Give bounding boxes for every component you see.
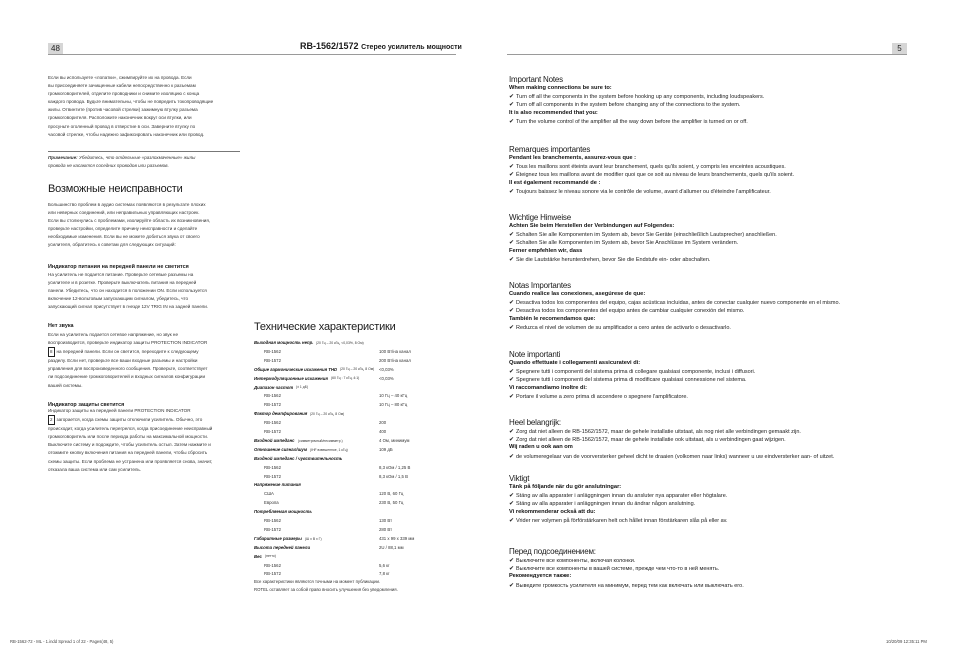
spec-note: (Ш х В х Г) <box>305 536 322 541</box>
checklist-text: Turn off all the components in the system before hooking up any components, including loudspeakers. <box>516 94 765 101</box>
power-line: запускающий сигнал присутствует в гнезде 12V TRIG IN на задней панели. <box>48 304 209 310</box>
no-sound-heading: Нет звука <box>48 323 74 329</box>
checklist-item <box>509 500 695 507</box>
spec-row <box>254 482 484 490</box>
spec-value: 5,6 кг <box>379 562 390 568</box>
section-heading: Перед подсоединением: <box>509 547 596 556</box>
spec-row <box>254 456 484 464</box>
intro-line: вы присоединяете зачищенные кабели непосредственно к разъемам <box>48 83 196 89</box>
section-lead: When making connections be sure to: <box>509 85 612 91</box>
checklist-text: Выведите громкость усилителя на минимум, перед тем как включать или выключать его. <box>516 582 744 589</box>
spec-row <box>254 563 484 571</box>
checklist-item <box>509 299 840 306</box>
checklist-text: Tous les maillons sont éteints avant leur branchement, quels qu'ils soient, y compris les enceintes acoustiques. <box>516 164 786 171</box>
checklist-item <box>509 565 719 572</box>
trouble-line: Если вы столкнулись с проблемами, изолируйте область их возникновения, <box>48 218 211 224</box>
note-paragraph <box>48 154 195 170</box>
nosound-line: ли подсоединение громкоговорителей и входных сигналов конфигурации <box>48 374 206 380</box>
checklist-item <box>509 517 728 524</box>
section-heading: Wichtige Hinweise <box>509 213 571 222</box>
section-heading: Notas Importantes <box>509 281 571 290</box>
section-lead: Vi rekommenderar också att du: <box>509 508 596 515</box>
checklist-item <box>509 188 771 195</box>
spec-value: 280 Вт <box>379 526 393 532</box>
spec-label: Входной импеданс / чувствительность <box>254 455 343 461</box>
checklist-item <box>509 428 801 435</box>
protection-line: схемы защиты. Если проблема не устранена или проявляется снова, значит, <box>48 458 213 464</box>
section-lead: También le recomendamos que: <box>509 315 596 322</box>
specs-heading: Технические характеристики <box>254 321 396 333</box>
checkmark-icon: ✔ <box>509 232 515 239</box>
troubleshooting-heading: Возможные неисправности <box>48 183 183 195</box>
checklist-text: Desactiva todos los componentes del equipo, cajas acústicas incluidas, antes de conectar cualquier nuevo componente en el mismo. <box>516 300 841 307</box>
checklist-item <box>509 256 710 263</box>
section-lead: Quando effettuate i collegamenti assicuratevi di: <box>509 360 641 366</box>
checklist-text: Sie die Lautstärke herunterdrehen, bevor Sie die Endstufe ein- oder abschalten. <box>516 256 711 263</box>
trouble-line: усилителя, обратитесь к советам для следующих ситуаций: <box>48 242 176 248</box>
checklist-text: Toujours baissez le niveau sonore via le contrôle de volume, avant d'allumer ou d'éteindre l'amplificateur. <box>516 188 771 195</box>
checkmark-icon: ✔ <box>509 437 515 444</box>
trouble-line: или неверных соединений, или неправильных управляющих настроек. <box>48 210 200 216</box>
warning-box-icon: 8 <box>48 347 55 357</box>
spec-label: Габаритные размеры <box>254 535 302 541</box>
checklist-item <box>509 93 764 100</box>
specs-footnote-line: ROTEL оставляет за собой право вносить улучшения без уведомления. <box>254 587 398 593</box>
section-heading: Note importanti <box>509 350 561 359</box>
spec-value: 10 Гц – 40 кГц <box>379 393 408 399</box>
intro-line: Если вы используете «лопатки», сжимпируйте их на провода. Если <box>48 75 192 80</box>
warning-box-icon: 2 <box>48 415 55 425</box>
nosound-line: Если на усилитель подается сетевое напряжение, но звук не <box>48 332 179 337</box>
spec-label: Вес <box>254 553 262 559</box>
page-header-title <box>300 41 462 51</box>
protection-heading: Индикатор защиты светится <box>48 402 125 408</box>
spec-row <box>254 527 484 535</box>
intro-line: часовой стрелке, чтобы надежно зафиксировать наконечник или провод. <box>48 131 205 137</box>
section-lead: Il est également recommandé de : <box>509 179 601 186</box>
nosound-line: разделу. Если нет, проверьте все ваши входные разъемы и настройки <box>48 358 198 364</box>
section-lead: It is also recommended that you: <box>509 109 598 116</box>
no-sound-paragraph <box>48 331 208 390</box>
note-line-1: провода не касаются соседних проводов или разъемов. <box>48 163 169 169</box>
checkmark-icon: ✔ <box>509 94 515 101</box>
section-lead: Achten Sie beim Herstellen der Verbindungen auf Folgendes: <box>509 223 675 229</box>
spec-row <box>254 429 484 437</box>
spec-value: 7,8 кг <box>379 571 390 577</box>
nosound-line <box>48 347 208 357</box>
checklist-item <box>509 101 740 108</box>
protection-line: громкоговоритель или после периода работы на максимальной мощности. <box>48 434 209 440</box>
section-heading: Important Notes <box>509 75 563 84</box>
checkmark-icon: ✔ <box>509 501 515 508</box>
nosound-line: вашей системы. <box>48 382 83 388</box>
spec-label: Напряжение питания <box>254 482 301 488</box>
spec-row <box>254 536 484 544</box>
spec-value: 2U / 88,1 мм <box>379 544 404 550</box>
header-model: RB-1562/1572 <box>300 41 359 51</box>
spec-label: Европа <box>264 500 279 506</box>
checkmark-icon: ✔ <box>509 118 515 125</box>
spec-value: 8,3 кОм / 1,5 В <box>379 473 408 479</box>
spec-note: (20 Гц – 20 кГц, <0,03%, 8 Ом) <box>316 340 364 345</box>
checklist-text: Stäng av alla apparater i anläggningen innan du ändrar någon anslutning. <box>516 501 696 508</box>
spec-label: Фактор демпфирования <box>254 411 308 417</box>
section-lead: Pendant les branchements, assurez-vous que : <box>509 155 637 161</box>
spec-value: 10 Гц – 80 кГц <box>379 402 408 408</box>
section-lead: Tänk på följande när du gör anslutningar: <box>509 484 622 490</box>
checklist-item <box>509 376 747 383</box>
spec-value: 4 Ом, минимум <box>379 437 410 443</box>
spec-label: RB-1572 <box>264 571 281 577</box>
spec-row <box>254 340 484 348</box>
checklist-text: Spegnere tutti i componenti del sistema prima di modificare qualsiasi connessione nel sistema. <box>516 377 747 384</box>
checkmark-icon: ✔ <box>509 324 515 331</box>
checklist-item <box>509 368 755 375</box>
spec-row <box>254 402 484 410</box>
nosound-line: управления для воспроизведенного сообщения. Проверьте, соответствует <box>48 366 208 372</box>
checklist-text: Turn the volume control of the amplifier all the way down before the amplifier is turned on or off. <box>516 118 748 125</box>
checklist-text: Vrider ner volymen på förförstärkaren helt och hållet innan förstärkaren slås på eller av. <box>516 517 728 524</box>
spec-label: Интермодуляционные искажения <box>254 375 328 381</box>
checklist-item <box>509 582 744 589</box>
spec-label: Диапазон частот <box>254 384 294 390</box>
footer-file-info: RB-1562-72 - ML - 1.indd Spread 1 of 22 - Pages(48, 5) <box>10 639 114 644</box>
section-heading: Viktigt <box>509 474 530 483</box>
checklist-item <box>509 393 688 400</box>
checkmark-icon: ✔ <box>509 164 515 171</box>
spec-value: 431 х 99 х 339 мм <box>379 535 415 541</box>
checklist-text: Выключите все компоненты, включая колонки. <box>516 558 636 564</box>
checkmark-icon: ✔ <box>509 582 515 589</box>
checkmark-icon: ✔ <box>509 188 515 195</box>
intro-line: просуньте оголенный провод в отверстие в оси. Заверните втулку по <box>48 123 196 129</box>
left-page-number: 48 <box>48 43 63 55</box>
checklist-item <box>509 307 744 314</box>
protection-line: происходит, когда усилитель перегрелся, когда присоединение неисправный <box>48 426 213 432</box>
spec-label: Общие гармонические искажения THD <box>254 366 338 372</box>
troubleshooting-paragraph <box>48 201 210 250</box>
spec-label: RB-1572 <box>264 526 281 532</box>
spec-label: RB-1562 <box>264 348 281 354</box>
spec-label: RB-1562 <box>264 562 281 568</box>
specs-footnote <box>254 578 398 594</box>
checklist-text: Portare il volume a zero prima di accendere o spegnere l'amplificatore. <box>516 393 688 400</box>
spec-label: RB-1572 <box>264 357 281 363</box>
spec-value: 120 В, 60 Гц <box>379 491 404 497</box>
spec-value: 230 В, 50 Гц <box>379 500 404 506</box>
protection-line: Индикатор защиты на передней панели PROTECTION INDICATOR <box>48 408 191 413</box>
spec-row <box>254 518 484 526</box>
checklist-text: de volumeregelaar van de voorversterker geheel dicht te draaien (volkomen naar links) wanneer u uw eindversterker aan- of uitzet. <box>516 453 835 460</box>
spec-label: RB-1572 <box>264 402 281 408</box>
checklist-text: Zorg dat niet alleen de RB-1562/1572, maar de gehele installatie ook uitstaat, als u verbindingen gaat wijzigen. <box>516 437 786 444</box>
spec-label: RB-1572 <box>264 473 281 479</box>
right-page-number: 5 <box>892 43 907 55</box>
protection-line-text: загорается, когда схемы защиты отключили усилитель. Обычно, это <box>56 417 203 423</box>
checkmark-icon: ✔ <box>509 393 515 400</box>
spec-note: (нетто) <box>265 554 276 559</box>
checkmark-icon: ✔ <box>509 256 515 263</box>
checkmark-icon: ✔ <box>509 566 515 573</box>
intro-paragraph <box>48 74 213 139</box>
power-line: усилителе и в розетке. Проверьте выключатель питания на передней <box>48 280 197 286</box>
nosound-line: воспроизводится, проверьте индикатор защиты PROTECTION INDICATOR <box>48 340 208 346</box>
checklist-item <box>509 171 794 178</box>
section-lead: Ferner empfehlen wir, dass <box>509 247 583 254</box>
spec-label: США <box>264 491 274 497</box>
section-lead: Vi raccomandiamo inoltre di: <box>509 384 587 391</box>
spec-value: 200 <box>379 420 387 426</box>
spec-row <box>254 349 484 357</box>
power-indicator-heading: Индикатор питания на передней панели не светится <box>48 264 189 270</box>
spec-label: RB-1572 <box>264 429 281 434</box>
intro-line: громкоговорителей, отделите проводники и снимите изоляцию с конца <box>48 91 200 97</box>
checklist-text: Turn off all components in the system before changing any of the connections to the system. <box>516 102 741 109</box>
checkmark-icon: ✔ <box>509 493 515 500</box>
spec-label: Входной импеданс <box>254 437 295 443</box>
power-line: включение 12-вольтовым запускающим сигналом, убедитесь, что <box>48 296 189 302</box>
checkmark-icon: ✔ <box>509 429 515 435</box>
spec-note: (IHF взвешенное, 1 кГц) <box>310 447 348 452</box>
spec-label: RB-1562 <box>264 518 281 523</box>
intro-line: жилы. Отвинтите (против часовой стрелки) зажимную втулку разъема <box>48 107 198 113</box>
header-rule-right <box>507 54 907 55</box>
checklist-text: Reduzca el nivel de volumen de su amplificador a cero antes de activarlo o desactivarlo. <box>516 324 731 331</box>
checkmark-icon: ✔ <box>509 558 515 564</box>
section-heading: Heel belangrijk: <box>509 418 561 427</box>
spec-row <box>254 545 484 553</box>
spec-label: Отношение сигнал/шум <box>254 446 307 452</box>
spec-row <box>254 465 484 473</box>
spec-row <box>254 385 484 393</box>
note-rule <box>48 151 240 152</box>
checklist-text: Stäng av alla apparater i anläggningen innan du ansluter nya apparater eller högtalare. <box>516 493 728 500</box>
spec-note: (20 Гц – 20 кГц, 8 Ом) <box>310 411 345 416</box>
checkmark-icon: ✔ <box>509 308 515 315</box>
power-line: панели. Убедитесь, что он находится в положении ON. Если используется <box>48 288 207 294</box>
checkmark-icon: ✔ <box>509 172 515 179</box>
checklist-item <box>509 118 748 125</box>
spec-label: Потребляемая мощность <box>254 509 312 515</box>
checklist-text: Schalten Sie alle Komponenten im System ab, bevor Sie Anschlüsse im System verändern. <box>516 240 739 247</box>
section-lead: Рекомендуется также: <box>509 573 572 580</box>
checkmark-icon: ✔ <box>509 369 515 376</box>
power-line: На усилитель не подается питание. Проверьте сетевые разъемы на <box>48 272 194 277</box>
section-heading: Remarques importantes <box>509 145 591 154</box>
intro-line: каждого провода. Будьте внимательны, чтобы не повредить токопроводящие <box>48 99 214 105</box>
protection-paragraph <box>48 407 212 474</box>
spec-row <box>254 500 484 508</box>
spec-value: 8,3 кОм / 1,25 В <box>379 464 411 470</box>
header-subtitle: Стерео усилитель мощности <box>361 44 462 51</box>
checkmark-icon: ✔ <box>509 453 515 460</box>
checklist-item <box>509 239 738 246</box>
spec-note: (20 Гц – 20 кГц, 8 Ом) <box>340 367 375 372</box>
spec-row <box>254 358 484 366</box>
checklist-text: Spegnere tutti i componenti del sistema prima di collegare qualsiasi componente, inclusi i diffusori. <box>516 369 756 376</box>
checkmark-icon: ✔ <box>509 300 515 307</box>
spec-note: (± 1 дБ) <box>296 385 309 390</box>
specs-footnote-line: Все характеристики являются точными на момент публикации. <box>254 579 381 584</box>
checklist-item <box>509 231 777 238</box>
checklist-item <box>509 436 786 443</box>
spec-row <box>254 491 484 499</box>
spec-row <box>254 447 484 455</box>
spec-row <box>254 393 484 401</box>
header-rule-left <box>48 54 456 55</box>
note-label: Примечание: <box>48 155 78 160</box>
spec-label: RB-1562 <box>264 464 281 470</box>
power-indicator-paragraph <box>48 271 208 311</box>
trouble-line: Большинство проблем в аудио системах появляются в результате плохих <box>48 202 206 207</box>
spec-label: Высота передней панели <box>254 544 311 550</box>
spec-row <box>254 554 484 562</box>
footer-timestamp: 10/20/09 12:35:11 PM <box>886 639 927 644</box>
trouble-line: необходимые изменения. Если вы не можете добиться звука от своего <box>48 234 200 240</box>
checklist-item <box>509 453 834 460</box>
section-lead: Wij raden u ook aan om <box>509 444 573 451</box>
spec-note: (60 Гц : 7 кГц, 4:1) <box>331 376 360 381</box>
spec-row <box>254 420 484 428</box>
spec-note: (симметричный/несимметр.) <box>298 438 343 443</box>
protection-line: отказала ваша система или сам усилитель. <box>48 466 142 472</box>
checklist-item <box>509 492 727 499</box>
spec-row <box>254 509 484 517</box>
checklist-item <box>509 324 731 331</box>
section-lead: Cuando realice las conexiones, asegúrese de que: <box>509 291 646 297</box>
nosound-line-text: на передней панели. Если он светится, переходите к следующему <box>56 349 199 355</box>
checklist-item <box>509 163 786 170</box>
protection-line: отожмите кнопку включения питания на передней панели, чтобы сбросить <box>48 450 208 456</box>
trouble-line: проверьте настройки, определите причину неисправности и сделайте <box>48 226 198 232</box>
checkmark-icon: ✔ <box>509 517 515 524</box>
spec-value: 130 Вт <box>379 518 393 523</box>
spec-row <box>254 411 484 419</box>
spec-value: <0,03% <box>379 375 394 381</box>
spec-row <box>254 376 484 384</box>
spec-label: RB-1562 <box>264 420 281 426</box>
spec-value: <0,03% <box>379 366 394 372</box>
spec-row <box>254 474 484 482</box>
checkmark-icon: ✔ <box>509 102 515 109</box>
checklist-text: Zorg dat niet alleen de RB-1562/1572, maar de gehele installatie uitstaat, als nog niet alle verbindingen gemaakt zijn. <box>516 429 801 435</box>
intro-line: громкоговорителя. Расположите наконечник вокруг оси втулки, или <box>48 115 192 121</box>
spec-label: Выходная мощность непр. <box>254 340 314 345</box>
spec-row <box>254 367 484 375</box>
spec-value: 200 Вт/на канал <box>379 357 411 363</box>
checkmark-icon: ✔ <box>509 377 515 384</box>
checklist-text: Schalten Sie alle Komponenten im System ab, bevor Sie Geräte (einschließlich Lautsprecher) anschließen. <box>516 232 777 239</box>
spec-value: 109 дБ <box>379 446 393 452</box>
checklist-text: Desactiva todos los componentes del equipo antes de cambiar cualquier conexión del mismo. <box>516 308 745 315</box>
checklist-item <box>509 557 635 564</box>
spec-label: RB-1562 <box>264 393 281 399</box>
spec-value: 400 <box>379 429 387 434</box>
protection-line <box>48 415 212 425</box>
checklist-text: Éteignez tous les maillons avant de modifier quoi que ce soit au niveau de leurs branchements, quels qu'ils soient. <box>516 172 795 179</box>
note-line-0: Убедитесь, что отдельные «разлохмаченные» жилы <box>78 155 196 160</box>
spec-row <box>254 438 484 446</box>
checklist-text: Выключите все компоненты в вашей системе, прежде чем что-то в ней менять. <box>516 566 720 573</box>
checkmark-icon: ✔ <box>509 240 515 247</box>
spec-value: 100 Вт/на канал <box>379 348 411 354</box>
protection-line: Выключите систему и подождите, чтобы усилитель остыл. Затем нажмите и <box>48 442 211 448</box>
